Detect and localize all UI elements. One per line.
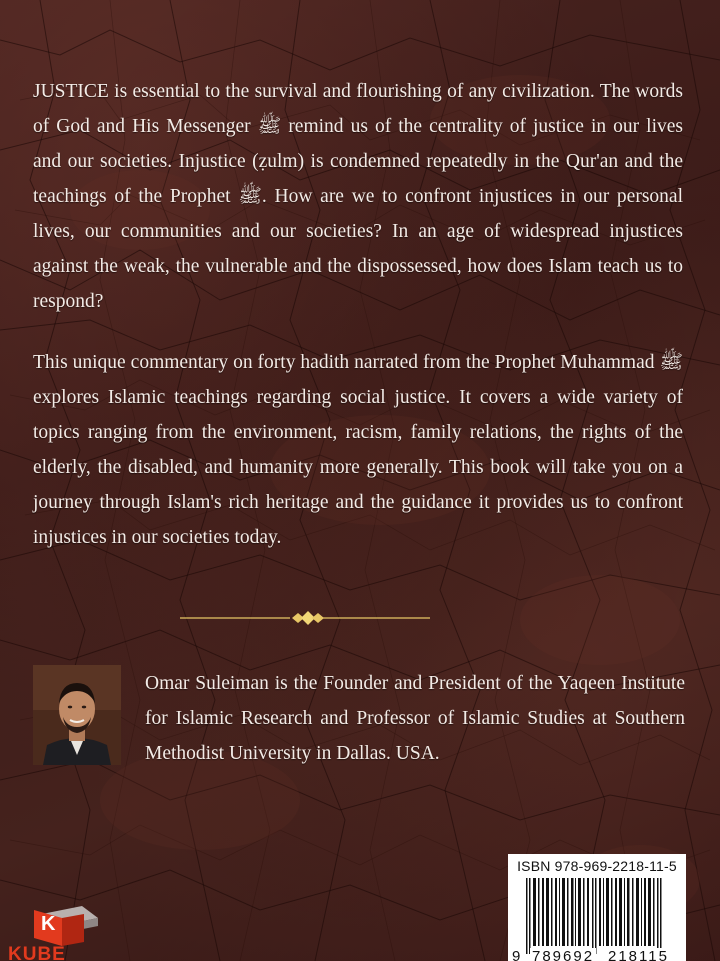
publisher-name: KUBE (8, 944, 66, 961)
diamond-ornament-divider-icon (180, 608, 430, 628)
isbn-barcode (508, 854, 686, 961)
barcode-bars (514, 878, 680, 954)
barcode-digits-left: 789692 (530, 948, 596, 961)
barcode-digit-lead: 9 (510, 948, 522, 961)
barcode-digits-right: 218115 (606, 948, 671, 961)
logo-letter: K (41, 913, 56, 935)
author-bio: Omar Suleiman is the Founder and President of the Yaqeen Institute for Islamic Research and Professor of Islamic Studies at Southern Methodist University in Dallas. USA. (145, 673, 685, 764)
description-paragraph-1: JUSTICE is essential to the survival and flourishing of any civilization. The words of God and His Messenger ﷺ remind us of the centrality of justice in our lives and our societies. Injustice (ẓulm) is condemned repeatedly in the Qur'an and the teachings of the Prophet ﷺ. How are we to confront injustices in our personal lives, our communities and our societies? In an age of widespread injustices against the weak, the vulnerable and the dispossessed, how does Islam teach us to respond? (33, 81, 684, 312)
description-paragraph-2: This unique commentary on forty hadith narrated from the Prophet Muhammad ﷺ explores Islamic teachings regarding social justice. It covers a wide variety of topics ranging from the environment, racism, family relations, the rights of the elderly, the disabled, and humanity more generally. This book will take you on a journey through Islam's rich heritage and the guidance it provides us to confront injustices in our societies today. (33, 352, 683, 548)
isbn-number: ISBN 978-969-2218-11-5 (517, 858, 677, 874)
author-photo (33, 665, 121, 765)
